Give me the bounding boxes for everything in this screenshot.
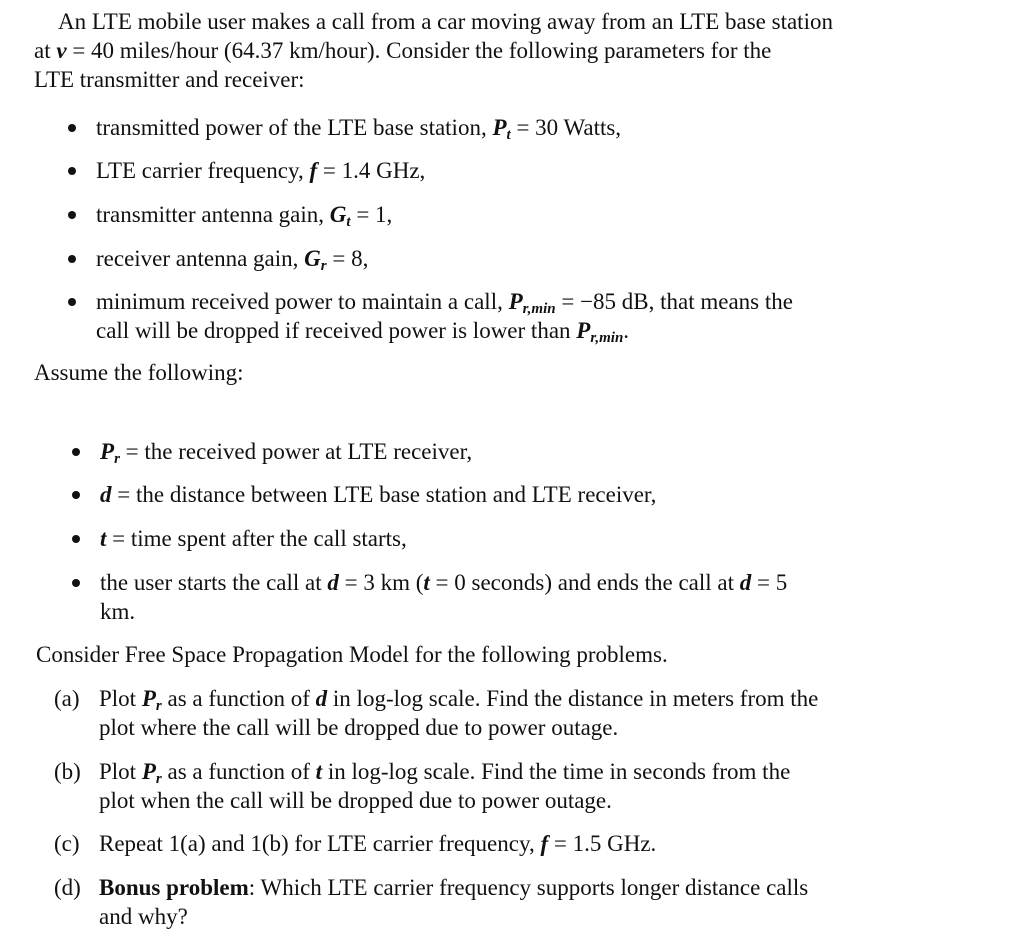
bullet-dot — [72, 579, 80, 587]
bullet-dot — [72, 491, 80, 499]
bullet-dot — [68, 167, 76, 175]
question-text: in log-log scale. Find the time in seconds from the — [322, 759, 791, 784]
assumption-symbol: P — [100, 439, 115, 464]
assumption-text: = the received power at LTE receiver, — [119, 439, 473, 464]
question-symbol: P — [141, 686, 156, 711]
assumption-symbol: t — [423, 570, 430, 595]
parameter-symbol: P — [492, 115, 507, 140]
parameter-subscript: r — [320, 258, 327, 274]
parameter-text: transmitted power of the LTE base station, — [96, 115, 493, 140]
parameter-symbol: G — [304, 246, 321, 271]
bonus-problem-label: Bonus problem — [99, 875, 249, 900]
question-label: (d) — [54, 875, 81, 900]
parameter-text: receiver antenna gain, — [96, 246, 305, 271]
question-text: plot where the call will be dropped due to power outage. — [99, 715, 619, 740]
parameter-symbol: f — [309, 158, 318, 183]
parameter-subscript: t — [346, 214, 351, 230]
parameter-text: call will be dropped if received power is lower than — [96, 318, 577, 343]
question-text: as a function of — [161, 686, 316, 711]
intro-line-1: An LTE mobile user makes a call from a car moving away from an LTE base station — [58, 9, 833, 34]
question-label: (c) — [54, 831, 80, 856]
question-symbol: t — [315, 759, 323, 784]
bullet-dot — [68, 211, 76, 219]
assumption-subscript: r — [114, 451, 120, 467]
bullet-dot — [72, 448, 80, 456]
parameter-value: = 1, — [350, 202, 393, 227]
intro-paragraph — [34, 7, 958, 94]
parameter-value: . — [623, 318, 630, 343]
question-text: Plot — [99, 759, 142, 784]
parameter-text: minimum received power to maintain a call, — [96, 289, 509, 314]
parameter-value: = −85 dB, that means the — [555, 289, 793, 314]
parameter-value: = 8, — [326, 246, 369, 271]
question-text: Plot — [99, 686, 142, 711]
intro-line-2-start: at — [34, 38, 57, 63]
velocity-symbol: v — [56, 38, 67, 63]
assumption-text: = 3 km ( — [338, 570, 424, 595]
parameter-symbol: P — [508, 289, 523, 314]
parameter-subscript: r,min — [522, 301, 556, 317]
question-label: (a) — [54, 686, 80, 711]
parameter-value: = 1.4 GHz, — [317, 158, 426, 183]
assumption-text: = 0 seconds) and ends the call at — [429, 570, 740, 595]
assumption-text: km. — [100, 599, 136, 624]
question-subscript: r — [155, 698, 162, 714]
question-text: as a function of — [161, 759, 316, 784]
parameter-value: = 30 Watts, — [510, 115, 622, 140]
bullet-dot — [68, 298, 76, 306]
parameter-text: LTE carrier frequency, — [96, 158, 310, 183]
assumption-text: = 5 — [751, 570, 788, 595]
question-symbol: P — [141, 759, 156, 784]
parameter-subscript: t — [506, 127, 511, 143]
assumption-symbol: d — [327, 570, 339, 595]
assumption-symbol: t — [100, 526, 107, 551]
intro-line-2-end: = 40 miles/hour (64.37 km/hour). Consider the following parameters for the — [66, 38, 772, 63]
intro-line-2 — [34, 36, 958, 65]
question-text: plot when the call will be dropped due to power outage. — [99, 788, 612, 813]
bullet-dot — [72, 535, 80, 543]
assumption-symbol: d — [100, 482, 112, 507]
question-subscript: r — [155, 771, 162, 787]
assume-heading: Assume the following: — [34, 360, 244, 385]
question-text: : Which LTE carrier frequency supports longer distance calls — [248, 875, 809, 900]
parameter-text: transmitter antenna gain, — [96, 202, 330, 227]
parameter-symbol: P — [576, 318, 591, 343]
question-text: in log-log scale. Find the distance in meters from the — [327, 686, 819, 711]
parameter-symbol: G — [329, 202, 347, 227]
bullet-dot — [68, 124, 76, 132]
consider-line: Consider Free Space Propagation Model for the following problems. — [36, 642, 668, 667]
question-text: Repeat 1(a) and 1(b) for LTE carrier frequency, — [99, 831, 541, 856]
assumption-text: the user starts the call at — [100, 570, 328, 595]
bullet-dot — [68, 255, 76, 263]
question-text: and why? — [99, 904, 188, 929]
intro-line-3: LTE transmitter and receiver: — [34, 67, 305, 92]
parameter-subscript: r,min — [590, 330, 624, 346]
assumption-text: = time spent after the call starts, — [106, 526, 407, 551]
assumption-symbol: d — [739, 570, 752, 595]
question-label: (b) — [54, 759, 81, 784]
question-text: = 1.5 GHz. — [548, 831, 657, 856]
question-symbol: f — [540, 831, 549, 856]
assumption-text: = the distance between LTE base station and LTE receiver, — [111, 482, 657, 507]
question-symbol: d — [315, 686, 328, 711]
